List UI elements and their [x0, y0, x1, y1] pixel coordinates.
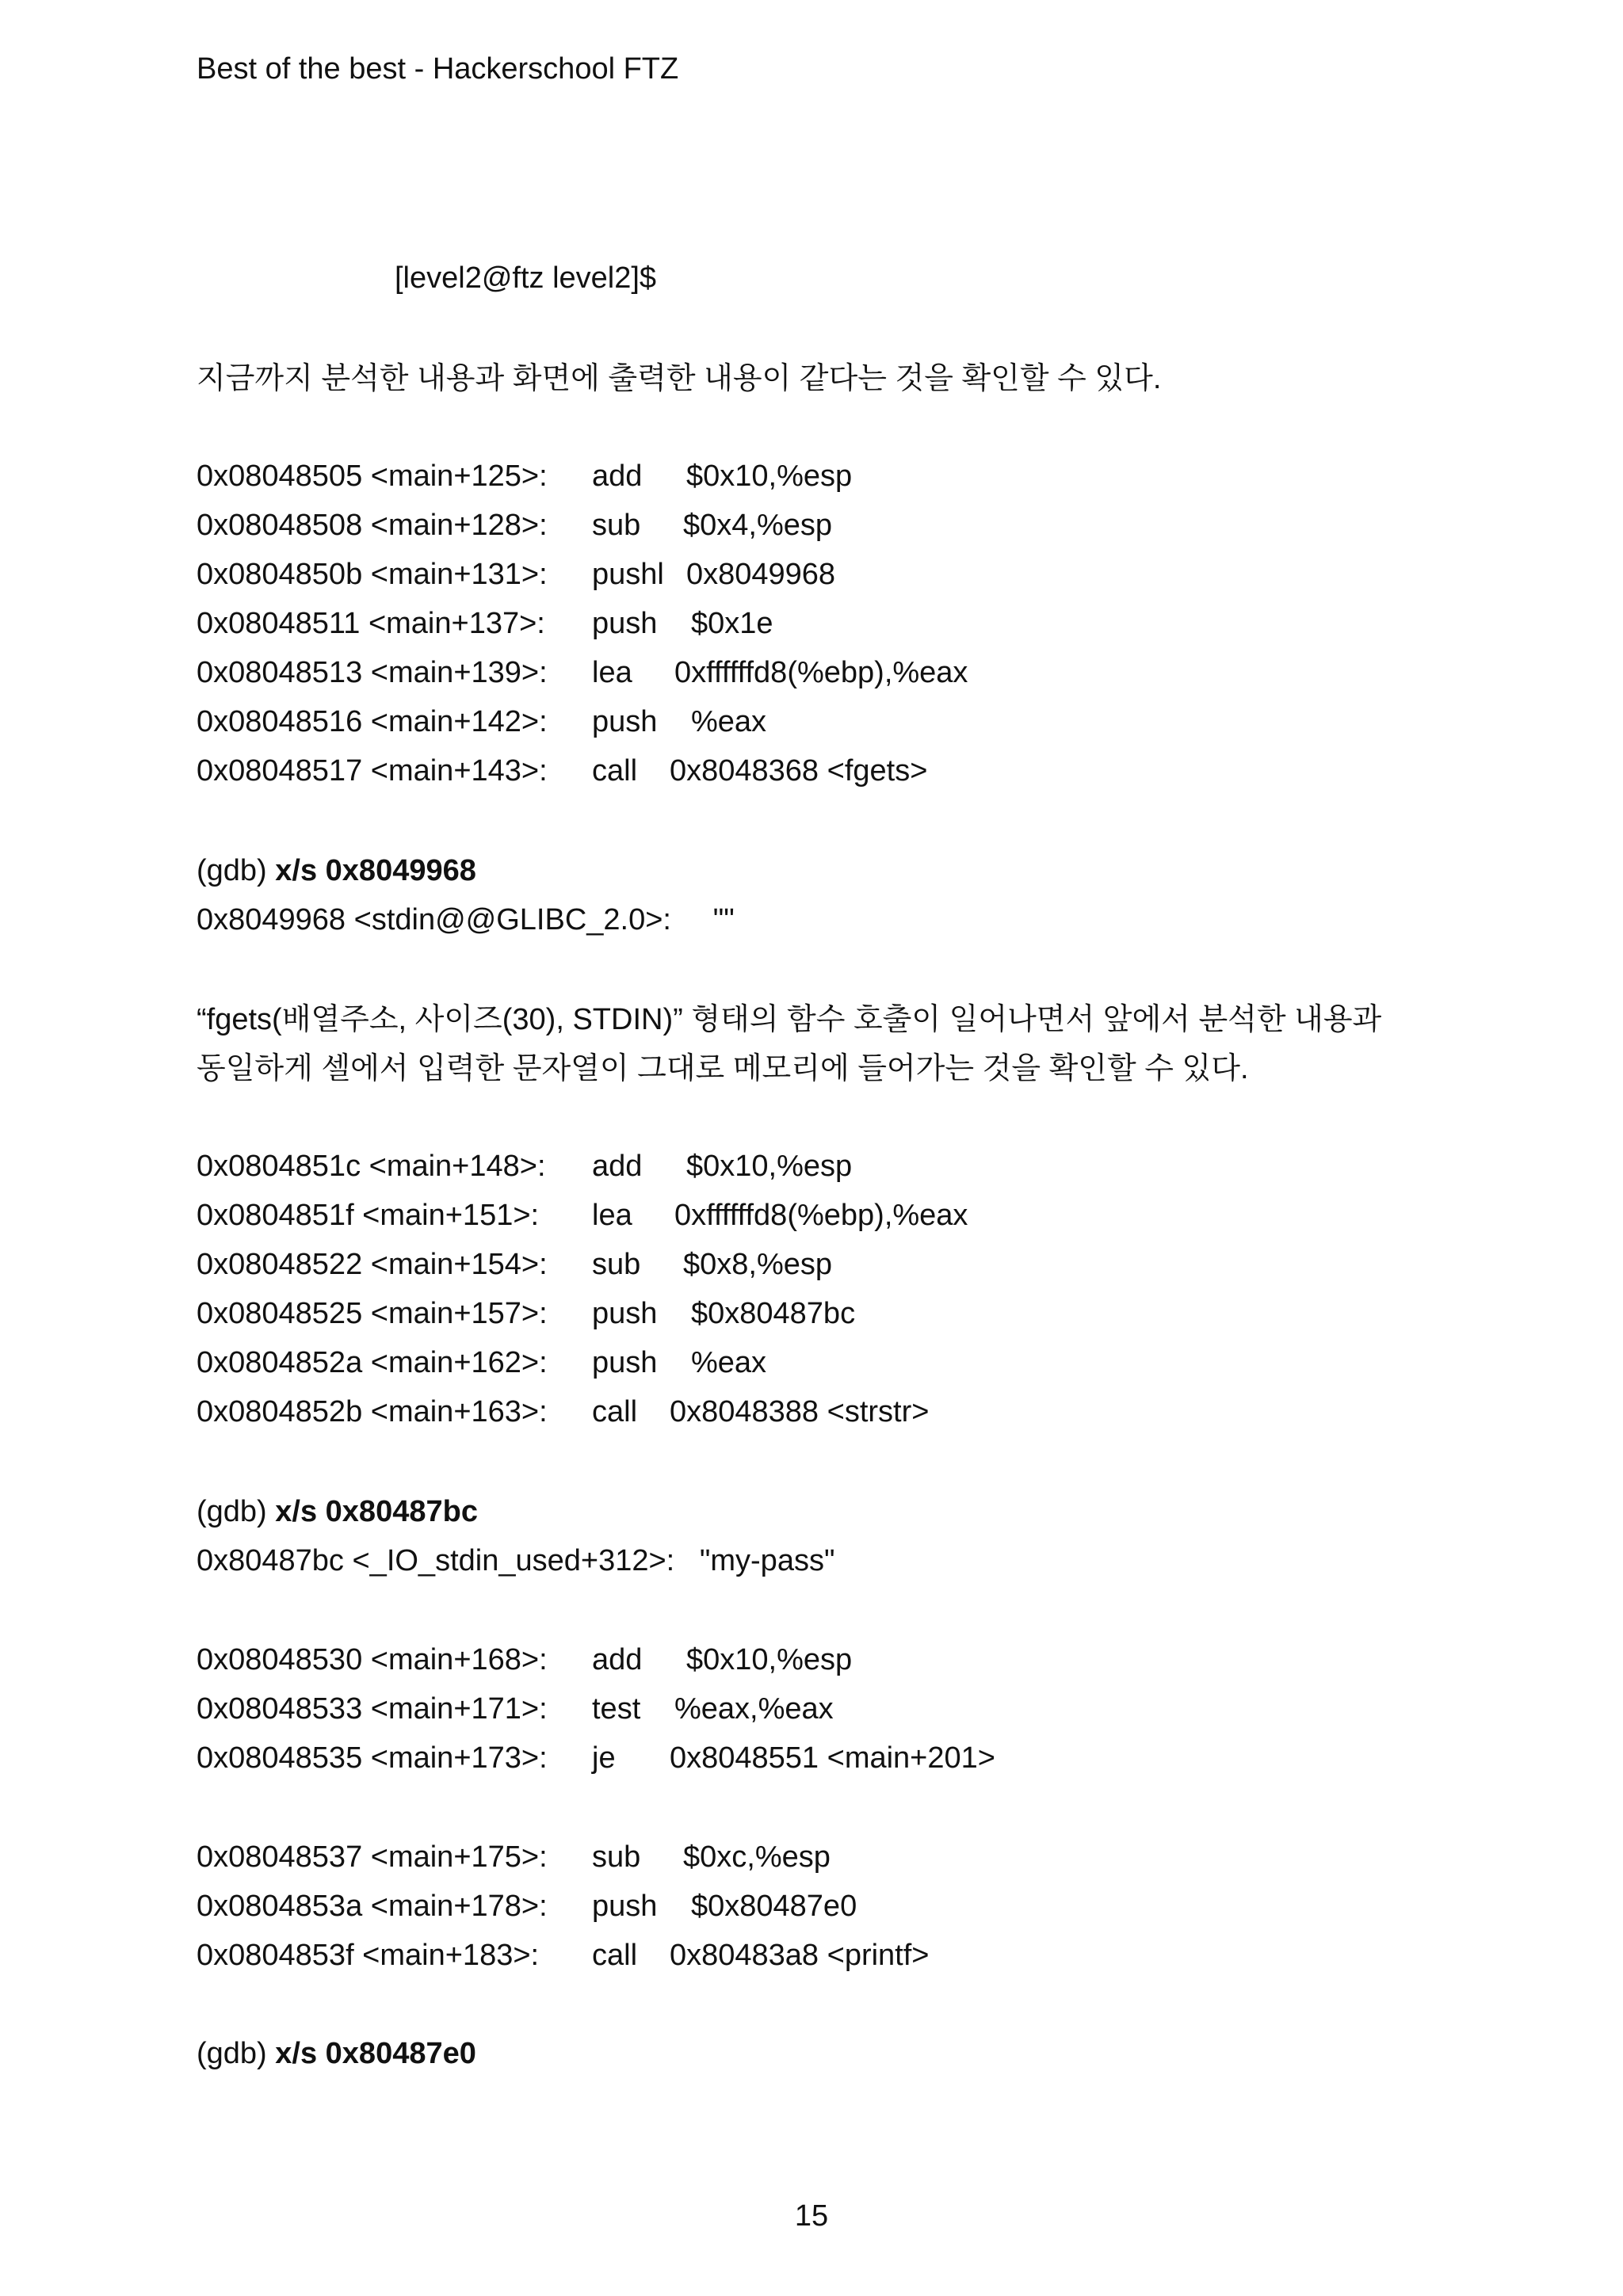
asm-address: 0x08048511 <main+137>:: [197, 607, 545, 640]
paragraph-2-line-1: “fgets(배열주소, 사이즈(30), STDIN)” 형태의 함수 호출이 일어나면서 앞에서 분석한 내용과: [197, 1003, 1382, 1036]
asm-operand: 0x8048368 <fgets>: [670, 754, 928, 788]
asm-address: 0x08048535 <main+173>:: [197, 1741, 548, 1775]
asm-opcode: call: [592, 1939, 638, 1972]
asm-operand: $0x10,%esp: [686, 460, 853, 493]
asm-opcode: push: [592, 1890, 658, 1923]
asm-address: 0x08048530 <main+168>:: [197, 1643, 548, 1676]
asm-opcode: add: [592, 1643, 643, 1676]
asm-operand: $0x4,%esp: [683, 509, 833, 542]
page-number: 15: [794, 2199, 829, 2233]
asm-operand: $0x10,%esp: [686, 1150, 853, 1183]
asm-operand: %eax,%eax: [674, 1692, 834, 1726]
asm-opcode: push: [592, 1346, 658, 1379]
gdb-command: [197, 856, 476, 886]
asm-operand: %eax: [691, 1346, 767, 1379]
asm-opcode: call: [592, 1395, 638, 1428]
asm-address: 0x08048505 <main+125>:: [197, 460, 548, 493]
asm-operand: $0x10,%esp: [686, 1643, 853, 1676]
asm-operand: $0x80487bc: [691, 1297, 856, 1330]
asm-opcode: test: [592, 1692, 641, 1726]
asm-opcode: call: [592, 754, 638, 788]
asm-opcode: push: [592, 1297, 658, 1330]
asm-address: 0x0804853f <main+183>:: [197, 1939, 540, 1972]
asm-operand: 0x8048551 <main+201>: [670, 1741, 995, 1775]
asm-address: 0x08048517 <main+143>:: [197, 754, 548, 788]
asm-opcode: add: [592, 460, 643, 493]
gdb-prefix: (gdb): [197, 2037, 276, 2070]
asm-address: 0x0804852a <main+162>:: [197, 1346, 548, 1379]
gdb-command-text: x/s 0x80487e0: [275, 2037, 476, 2070]
asm-operand: 0x80483a8 <printf>: [670, 1939, 930, 1972]
paragraph-2-line-2: 동일하게 셀에서 입력한 문자열이 그대로 메모리에 들어가는 것을 확인할 수 있다.: [197, 1052, 1249, 1085]
gdb-result: 0x8049968 <stdin@@GLIBC_2.0>: "": [197, 903, 735, 936]
asm-address: 0x08048516 <main+142>:: [197, 705, 548, 738]
asm-opcode: add: [592, 1150, 643, 1183]
asm-address: 0x08048525 <main+157>:: [197, 1297, 548, 1330]
asm-address: 0x08048508 <main+128>:: [197, 509, 548, 542]
gdb-command-text: x/s 0x80487bc: [275, 1495, 478, 1528]
asm-operand: 0x8049968: [686, 558, 836, 591]
asm-opcode: je: [592, 1741, 616, 1775]
asm-address: 0x08048533 <main+171>:: [197, 1692, 548, 1726]
gdb-result: 0x80487bc <_IO_stdin_used+312>: "my-pass": [197, 1544, 835, 1577]
asm-opcode: lea: [592, 656, 632, 689]
asm-operand: 0x8048388 <strstr>: [670, 1395, 930, 1428]
gdb-prefix: (gdb): [197, 1495, 276, 1528]
gdb-prefix: (gdb): [197, 854, 276, 887]
asm-operand: $0x1e: [691, 607, 773, 640]
asm-operand: $0x8,%esp: [683, 1248, 833, 1281]
asm-operand: 0xffffffd8(%ebp),%eax: [674, 656, 968, 689]
asm-address: 0x0804850b <main+131>:: [197, 558, 548, 591]
running-header: Best of the best - Hackerschool FTZ: [197, 52, 679, 86]
shell-prompt: [level2@ftz level2]$: [395, 261, 657, 295]
asm-opcode: sub: [592, 509, 641, 542]
asm-address: 0x08048537 <main+175>:: [197, 1840, 548, 1874]
asm-opcode: sub: [592, 1840, 641, 1874]
asm-address: 0x0804853a <main+178>:: [197, 1890, 548, 1923]
paragraph-1: 지금까지 분석한 내용과 화면에 출력한 내용이 같다는 것을 확인할 수 있다.: [197, 362, 1162, 395]
asm-opcode: push: [592, 705, 658, 738]
gdb-command: [197, 1497, 478, 1527]
asm-operand: $0x80487e0: [691, 1890, 857, 1923]
asm-opcode: lea: [592, 1199, 632, 1232]
gdb-command: [197, 2039, 476, 2069]
asm-operand: %eax: [691, 705, 767, 738]
asm-opcode: sub: [592, 1248, 641, 1281]
asm-opcode: push: [592, 607, 658, 640]
asm-address: 0x0804851f <main+151>:: [197, 1199, 540, 1232]
asm-operand: $0xc,%esp: [683, 1840, 831, 1874]
asm-operand: 0xffffffd8(%ebp),%eax: [674, 1199, 968, 1232]
asm-address: 0x08048522 <main+154>:: [197, 1248, 548, 1281]
asm-address: 0x0804851c <main+148>:: [197, 1150, 546, 1183]
asm-address: 0x0804852b <main+163>:: [197, 1395, 548, 1428]
asm-opcode: pushl: [592, 558, 664, 591]
asm-address: 0x08048513 <main+139>:: [197, 656, 548, 689]
gdb-command-text: x/s 0x8049968: [275, 854, 476, 887]
